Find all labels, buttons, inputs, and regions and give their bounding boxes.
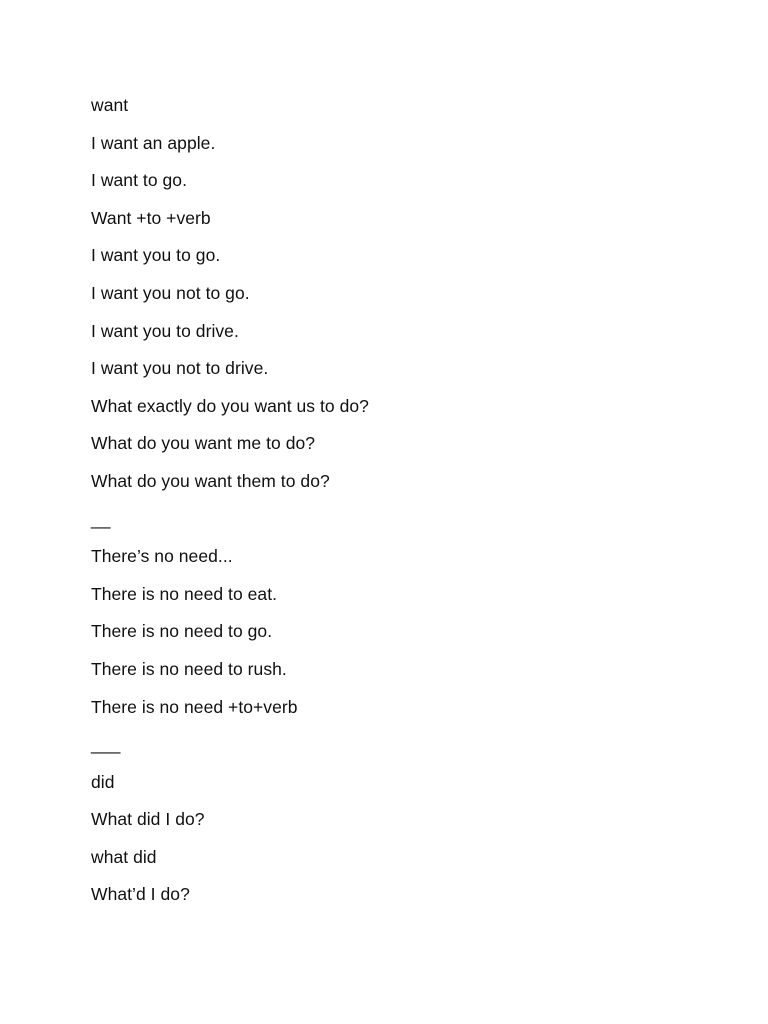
- text-line: What exactly do you want us to do?: [91, 395, 369, 416]
- text-line: I want you to drive.: [91, 320, 239, 341]
- text-line: What do you want them to do?: [91, 470, 330, 491]
- text-line: Want +to +verb: [91, 207, 211, 228]
- document-body: [91, 93, 369, 920]
- text-line: I want you to go.: [91, 245, 221, 266]
- text-line: There is no need to rush.: [91, 658, 287, 679]
- separator-line: ___: [91, 734, 121, 755]
- text-line: What’d I do?: [91, 884, 190, 905]
- text-line: what did: [91, 846, 157, 867]
- text-line: I want you not to drive.: [91, 358, 269, 379]
- text-line: I want you not to go.: [91, 282, 250, 303]
- text-line: There’s no need...: [91, 546, 233, 567]
- text-line: There is no need +to+verb: [91, 696, 298, 717]
- text-line: did: [91, 771, 115, 792]
- text-line: There is no need to eat.: [91, 583, 278, 604]
- text-line: I want to go.: [91, 170, 187, 191]
- text-line: What did I do?: [91, 809, 205, 830]
- text-line: What do you want me to do?: [91, 433, 316, 454]
- text-line: want: [91, 95, 129, 115]
- text-line: There is no need to go.: [91, 621, 273, 642]
- separator-line: __: [91, 508, 111, 529]
- text-line: I want an apple.: [91, 132, 216, 153]
